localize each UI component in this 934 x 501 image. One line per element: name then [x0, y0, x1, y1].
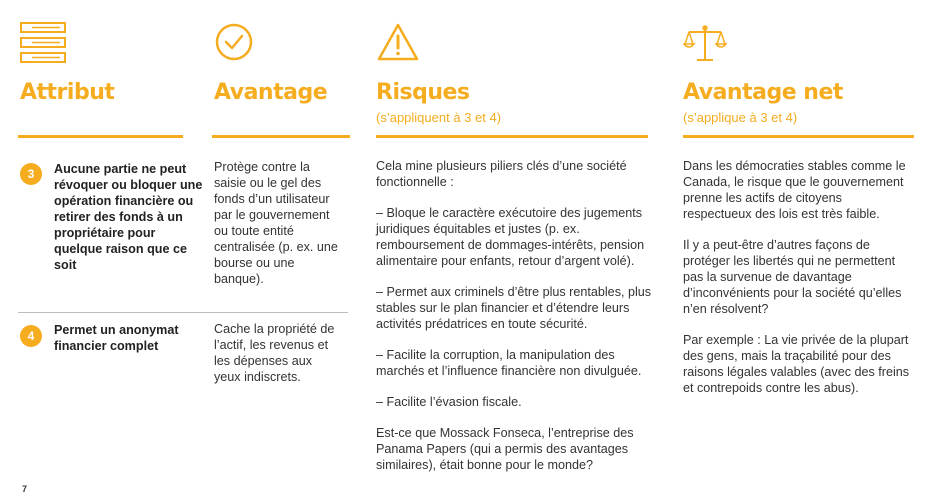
check-circle-icon — [214, 22, 254, 67]
avantage-net-paragraph: Dans les démocraties stables comme le Canada, le risque que le gouvernement prenne les actifs de citoyens respectueux des lois est très faible. — [683, 159, 906, 221]
list-lines-icon — [20, 22, 66, 69]
page-number: 7 — [22, 484, 28, 494]
avantage-net-paragraph: Par exemple : La vie privée de la plupart des gens, mais la traçabilité pour des raisons légales valables (avec des freins et contrepoids contre les abus). — [683, 333, 910, 395]
header-risques: Risques — [376, 80, 470, 105]
row-number-badge: 3 — [20, 163, 42, 185]
warning-triangle-icon — [376, 22, 420, 67]
row-advantage-text: Cache la propriété de l’actif, les revenus et les dépenses aux yeux indiscrets. — [214, 322, 335, 384]
header-avantage-net: Avantage net — [683, 80, 843, 105]
header-attribut: Attribut — [20, 80, 115, 105]
row-number-badge: 4 — [20, 325, 42, 347]
risques-paragraph: Cela mine plusieurs piliers clés d’une société fonctionnelle : — [376, 159, 627, 189]
row-attribute-text: Aucune partie ne peut révoquer ou bloquer une opération financière ou retirer des fonds à un propriétaire pour quelque raison que ce soit — [54, 162, 203, 272]
header-rule-risques — [376, 135, 648, 138]
row-advantage-text: Protège contre la saisie ou le gel des fonds d’un utilisateur par le gouvernement ou toute entité centralisée (p. ex. une bourse ou une banque). — [214, 160, 338, 286]
risques-column-text — [376, 158, 666, 488]
header-rule-avantage — [212, 135, 350, 138]
header-avantage: Avantage — [214, 80, 328, 105]
avantage-net-paragraph: Il y a peut-être d’autres façons de protéger les libertés qui ne permettent pas la survenue de davantage d’inconvénients pour la société qu’elles n’en résolvent? — [683, 238, 902, 316]
risques-paragraph: Est-ce que Mossack Fonseca, l’entreprise des Panama Papers (qui a permis des avantages similaires), était bonne pour le monde? — [376, 426, 634, 472]
row-attribute-text: Permet un anonymat financier complet — [54, 323, 179, 353]
header-rule-avantage-net — [683, 135, 914, 138]
header-rule-attribut — [18, 135, 183, 138]
risques-paragraph: – Permet aux criminels d’être plus rentables, plus stables sur le plan financier et d’étendre leurs activités prédatrices en toute sécurité. — [376, 285, 652, 331]
avantage-net-column-text — [683, 158, 911, 411]
risques-paragraph: – Bloque le caractère exécutoire des jugements juridiques équitables et justes (p. ex. remboursement de dommages-intérêts, pension alimentaire pour enfants, retour d’argent volé). — [376, 206, 645, 268]
balance-scale-icon — [683, 22, 727, 71]
row-divider — [18, 312, 348, 313]
header-avantage-net-subtitle: (s’applique à 3 et 4) — [683, 110, 798, 125]
risques-paragraph: – Facilite l’évasion fiscale. — [376, 395, 522, 409]
header-risques-subtitle: (s’appliquent à 3 et 4) — [376, 110, 502, 125]
risques-paragraph: – Facilite la corruption, la manipulation des marchés et l’influence financière non divulguée. — [376, 348, 642, 378]
